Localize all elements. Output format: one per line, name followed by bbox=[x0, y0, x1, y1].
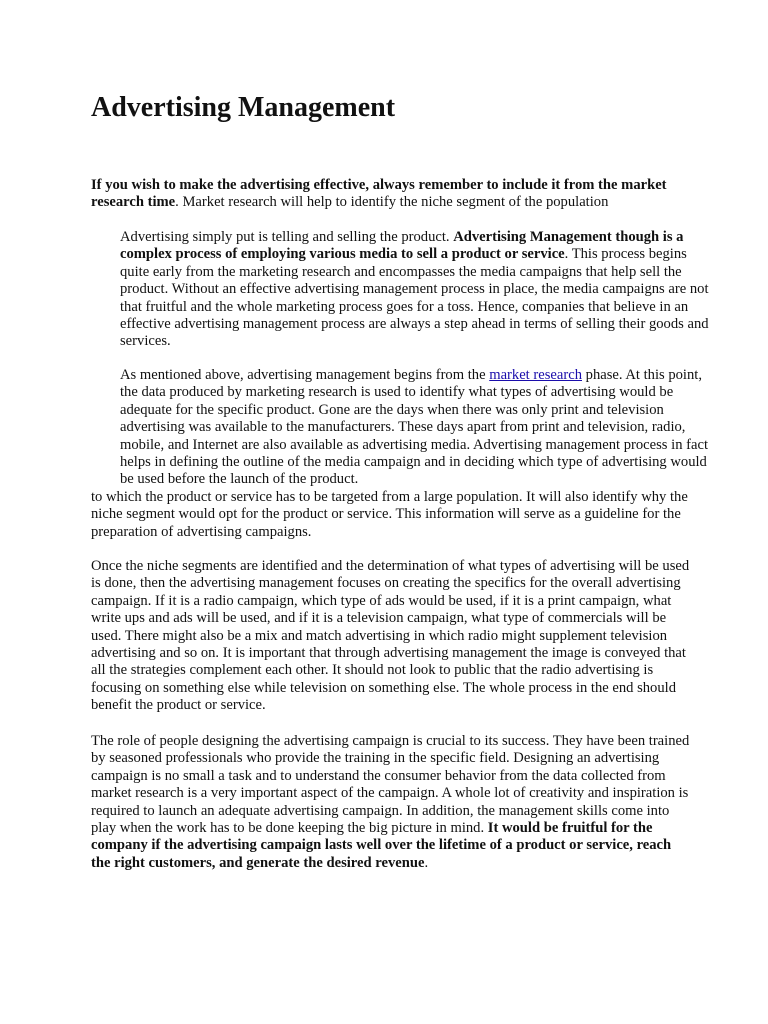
research-paragraph bbox=[120, 367, 710, 489]
intro-text: . Market research will help to identify the niche segment of the population bbox=[175, 194, 609, 211]
page-title: Advertising Management bbox=[91, 92, 396, 123]
intro-paragraph bbox=[91, 177, 691, 212]
definition-text-end: . This process begins quite early from the marketing research and encompasses the media campaigns that help sell the product. Without an effective advertising management process in place, the media campaigns are not that fruitful and the whole marketing process goes for a toss. Hence, companies that believe in an effective advertising management process are always a step ahead in terms of selling their goods and services. bbox=[120, 246, 709, 350]
intro-bold-text: If you wish to make the advertising effective, always remember to include it from the market research time bbox=[91, 177, 667, 211]
people-text: The role of people designing the advertising campaign is crucial to its success. They have been trained by seasoned professionals who provide the training in the specific field. Designing an advertising campaign is no small a task and to understand the consumer behavior from the data collected from market research is a very important aspect of the campaign. A whole lot of creativity and inspiration is required to launch an adequate advertising campaign. In addition, the management skills come into play when the work has to be done keeping the big picture in mind. bbox=[91, 733, 690, 837]
definition-bold-text: Advertising Management though is a complex process of employing various media to sell a product or service bbox=[120, 229, 684, 263]
people-bold-text: It would be fruitful for the company if the advertising campaign lasts well over the lifetime of a product or service, reach the right customers, and generate the desired revenue bbox=[91, 820, 672, 871]
people-paragraph bbox=[91, 733, 691, 872]
niche-paragraph: Once the niche segments are identified and the determination of what types of advertising will be used is done, then the advertising management focuses on creating the specifics for the overall advertising campaign. If it is a radio campaign, which type of ads would be used, if it is a print campaign, what write ups and ads will be used, and if it is a television campaign, what type of commercials will be used. There might also be a mix and match advertising in which radio might supplement television advertising and so on. It is important that through advertising management the image is conveyed that all the strategies complement each other. It should not look to public that the radio advertising is focusing on something else while television on something else. The whole process in the end should benefit the product or service. bbox=[91, 558, 690, 714]
definition-text-start: Advertising simply put is telling and selling the product. bbox=[120, 229, 454, 245]
research-text-start: As mentioned above, advertising management begins from the bbox=[120, 367, 490, 383]
research-continuation-paragraph: to which the product or service has to be targeted from a large population. It will also identify why the niche segment would opt for the product or service. This information will serve as a guideline for the preparation of advertising campaigns. bbox=[91, 489, 688, 540]
market-research-link[interactable]: market research bbox=[489, 367, 582, 383]
research-text-end: phase. At this point, the data produced by marketing research is used to identify what types of advertising would be adequate for the specific product. Gone are the days when there was only print and television advertising was available to the manufacturers. These days apart from print and television, radio, mobile, and Internet are also available as advertising media. Advertising management process in fact helps in defining the outline of the media campaign and in deciding which type of advertising would be used before the launch of the product. bbox=[120, 367, 709, 488]
definition-paragraph bbox=[120, 229, 710, 351]
people-text-end: . bbox=[424, 854, 429, 871]
